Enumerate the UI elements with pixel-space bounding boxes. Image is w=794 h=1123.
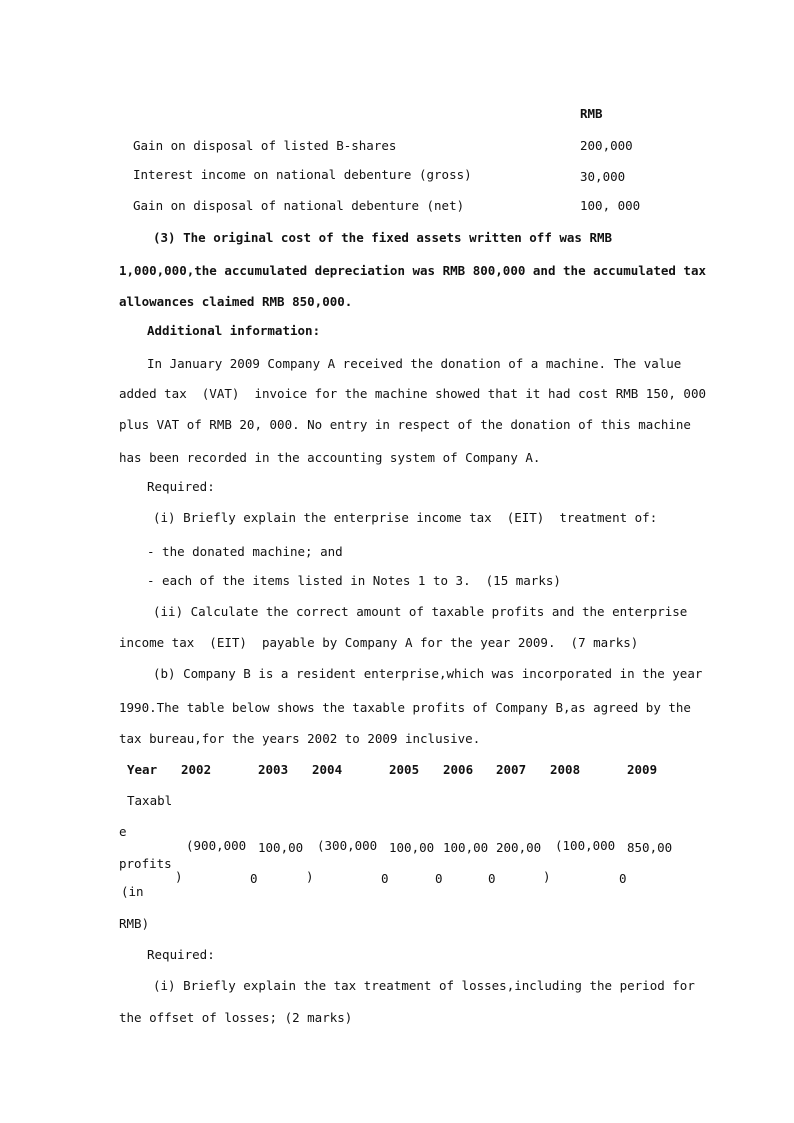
bullet-item: - each of the items listed in Notes 1 to 3. (15 marks) (147, 573, 561, 588)
table-value: 200,00 (496, 840, 542, 855)
income-row-amount: 100, 000 (580, 198, 641, 213)
table-value-wrap: 0 (435, 871, 443, 886)
table-header-label: Year (127, 762, 158, 777)
table-value-wrap: ) (543, 869, 551, 884)
required-heading: Required: (147, 947, 215, 962)
additional-info-heading: Additional information: (147, 323, 321, 338)
paragraph-line: has been recorded in the accounting system of Company A. (119, 450, 541, 465)
required-heading: Required: (147, 479, 215, 494)
part-b-line: (b) Company B is a resident enterprise,which was incorporated in the year (153, 666, 703, 681)
table-value: (300,000 (317, 838, 378, 853)
note3-line: allowances claimed RMB 850,000. (119, 294, 353, 309)
required-item: income tax (EIT) payable by Company A for the year 2009. (7 marks) (119, 635, 639, 650)
part-b-line: 1990.The table below shows the taxable profits of Company B,as agreed by the (119, 700, 691, 715)
paragraph-line: added tax (VAT) invoice for the machine showed that it had cost RMB 150, 000 (119, 386, 706, 401)
table-value: (900,000 (186, 838, 247, 853)
paragraph-line: plus VAT of RMB 20, 000. No entry in respect of the donation of this machine (119, 417, 691, 432)
table-value: 100,00 (443, 840, 489, 855)
table-value-wrap: ) (306, 869, 314, 884)
income-row-label: Interest income on national debenture (gross) (133, 167, 472, 182)
table-year: 2004 (312, 762, 343, 777)
required-item: the offset of losses; (2 marks) (119, 1010, 353, 1025)
income-row-amount: 30,000 (580, 169, 626, 184)
table-value: 100,00 (258, 840, 304, 855)
table-value-wrap: 0 (250, 871, 258, 886)
table-year: 2008 (550, 762, 581, 777)
table-value-wrap: 0 (619, 871, 627, 886)
table-value-wrap: 0 (488, 871, 496, 886)
required-item: (ii) Calculate the correct amount of taxable profits and the enterprise (153, 604, 688, 619)
table-row-label: (in (121, 884, 144, 899)
bullet-item: - the donated machine; and (147, 544, 343, 559)
currency-header: RMB (580, 106, 603, 121)
income-row-label: Gain on disposal of national debenture (net) (133, 198, 465, 213)
table-row-label: Taxabl (127, 793, 173, 808)
note3-line: (3) The original cost of the fixed assets written off was RMB (153, 230, 613, 245)
table-row-label: profits (119, 856, 172, 871)
table-year: 2007 (496, 762, 527, 777)
table-value: (100,000 (555, 838, 616, 853)
income-row-amount: 200,000 (580, 138, 633, 153)
table-row-label: RMB) (119, 916, 150, 931)
table-value-wrap: ) (175, 869, 183, 884)
table-year: 2003 (258, 762, 289, 777)
table-value: 850,00 (627, 840, 673, 855)
note3-line: 1,000,000,the accumulated depreciation was RMB 800,000 and the accumulated tax (119, 263, 706, 278)
required-item: (i) Briefly explain the tax treatment of losses,including the period for (153, 978, 695, 993)
paragraph-line: In January 2009 Company A received the donation of a machine. The value (147, 356, 682, 371)
table-year: 2006 (443, 762, 474, 777)
part-b-line: tax bureau,for the years 2002 to 2009 inclusive. (119, 731, 481, 746)
required-item: (i) Briefly explain the enterprise income tax (EIT) treatment of: (153, 510, 658, 525)
table-row-label: e (119, 824, 127, 839)
table-year: 2005 (389, 762, 420, 777)
income-row-label: Gain on disposal of listed B-shares (133, 138, 397, 153)
table-value-wrap: 0 (381, 871, 389, 886)
table-value: 100,00 (389, 840, 435, 855)
table-year: 2009 (627, 762, 658, 777)
table-year: 2002 (181, 762, 212, 777)
